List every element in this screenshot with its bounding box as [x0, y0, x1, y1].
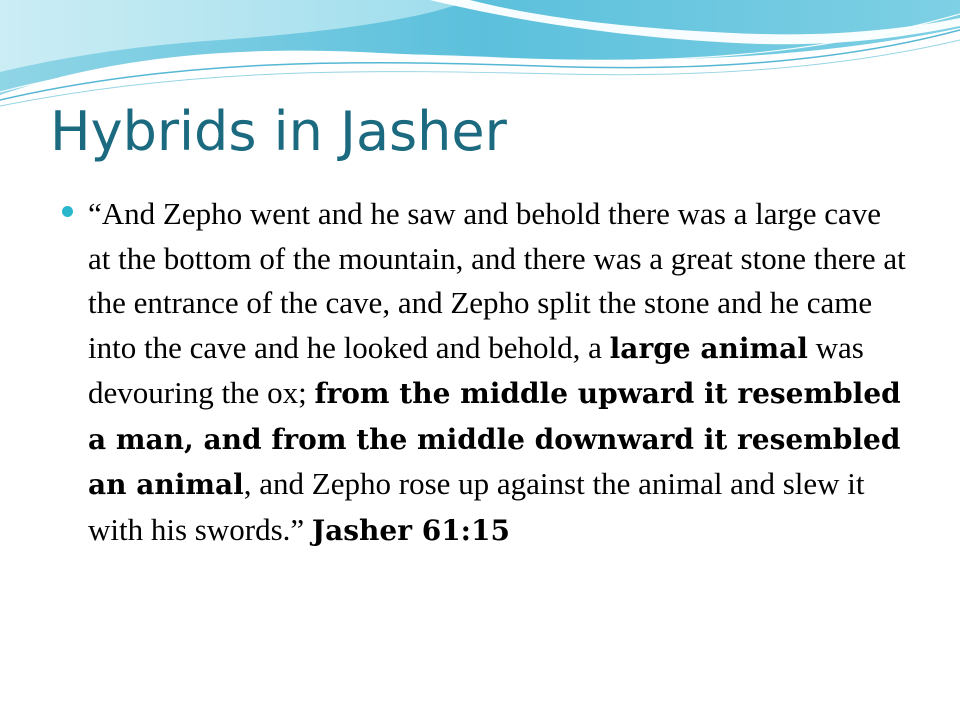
bold-phrase: large animal — [609, 331, 808, 365]
bullet-dot-icon — [62, 206, 73, 217]
bullet-text — [88, 192, 908, 553]
quote-text: “And Zepho went and he saw and behold there was a large cave at the bottom of the mountain, and there was a great stone there at the entrance of the cave, and Zepho split the stone and he came into the cave and he looked and behold, a — [88, 196, 906, 365]
quote-text: , and Zepho rose up against the animal and slew it with his swords.” — [88, 466, 865, 547]
slide-title: Hybrids in Jasher — [50, 100, 507, 163]
bold-phrase: from the middle upward it resembled a man, and from the middle downward it resembled an animal — [88, 377, 901, 501]
slide-body — [58, 192, 908, 553]
bullet-item — [58, 192, 908, 553]
quote-text: was devouring the ox; — [88, 329, 864, 410]
citation: Jasher 61:15 — [311, 513, 510, 547]
